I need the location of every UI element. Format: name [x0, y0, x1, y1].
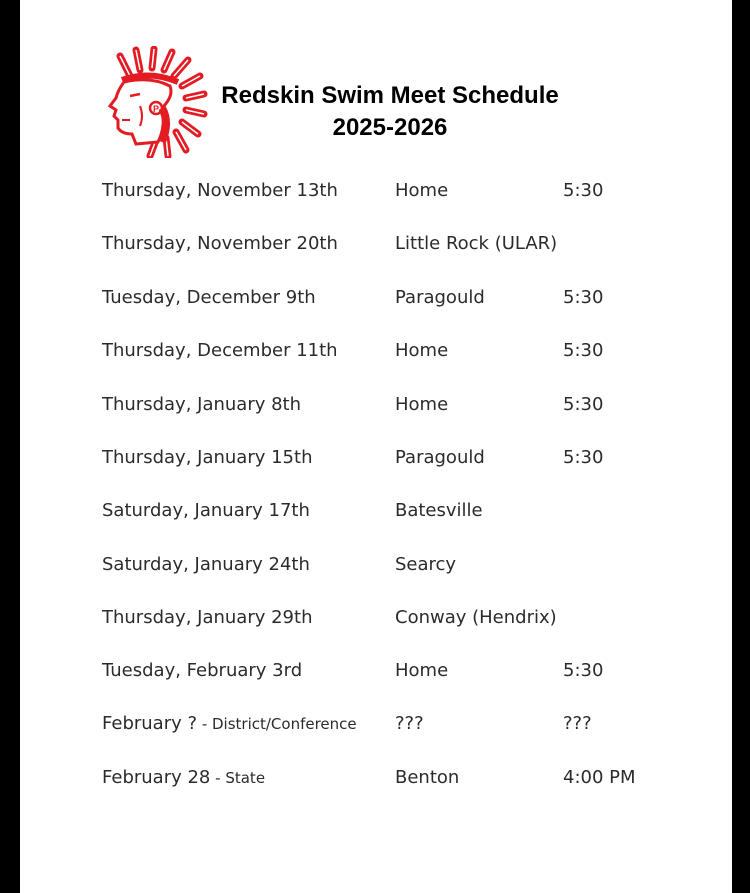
meet-date: Thursday, January 29th [102, 607, 313, 628]
meet-location: ??? [395, 713, 424, 734]
meet-time: 5:30 [563, 447, 604, 468]
svg-text:P: P [152, 104, 160, 114]
meet-date: Saturday, January 24th [102, 554, 310, 575]
meet-time: 5:30 [563, 394, 604, 415]
meet-time: 4:00 PM [563, 767, 636, 788]
meet-location: Home [395, 394, 449, 415]
table-row [20, 763, 732, 793]
meet-location: Home [395, 180, 449, 201]
meet-location: Batesville [395, 500, 483, 521]
meet-location: Searcy [395, 554, 457, 575]
meet-location: Home [395, 340, 449, 361]
meet-time: 5:30 [563, 340, 604, 361]
meet-location: Paragould [395, 287, 485, 308]
meet-date: Thursday, January 15th [102, 447, 313, 468]
title-line-1: Redskin Swim Meet Schedule [221, 82, 559, 109]
table-row [20, 390, 732, 420]
table-row [20, 550, 732, 580]
meet-date: February 28 - State [102, 767, 266, 788]
page-title [200, 80, 580, 144]
meet-time: ??? [563, 713, 592, 734]
table-row [20, 283, 732, 313]
meet-date: Tuesday, December 9th [102, 287, 316, 308]
table-row [20, 603, 732, 633]
table-row [20, 229, 732, 259]
meet-date: Saturday, January 17th [102, 500, 310, 521]
table-row [20, 496, 732, 526]
title-line-2: 2025-2026 [332, 114, 448, 141]
meet-date: Thursday, November 13th [102, 180, 338, 201]
indian-head-mascot-icon [100, 46, 208, 158]
meet-date: February ? - District/Conference [102, 713, 357, 734]
meet-note: - District/Conference [197, 715, 357, 733]
meet-date: Thursday, November 20th [102, 233, 338, 254]
meet-location: Benton [395, 767, 460, 788]
meet-location: Home [395, 660, 449, 681]
meet-date: Thursday, January 8th [102, 394, 302, 415]
table-row [20, 443, 732, 473]
meet-note: - State [210, 769, 266, 787]
meet-location: Paragould [395, 447, 485, 468]
meet-time: 5:30 [563, 287, 604, 308]
table-row [20, 656, 732, 686]
schedule-page [20, 0, 732, 893]
meet-time: 5:30 [563, 660, 604, 681]
meet-location: Little Rock (ULAR) [395, 233, 558, 254]
table-row [20, 176, 732, 206]
meet-time: 5:30 [563, 180, 604, 201]
table-row [20, 709, 732, 739]
meet-date: Tuesday, February 3rd [102, 660, 303, 681]
meet-date: Thursday, December 11th [102, 340, 338, 361]
table-row [20, 336, 732, 366]
meet-location: Conway (Hendrix) [395, 607, 557, 628]
